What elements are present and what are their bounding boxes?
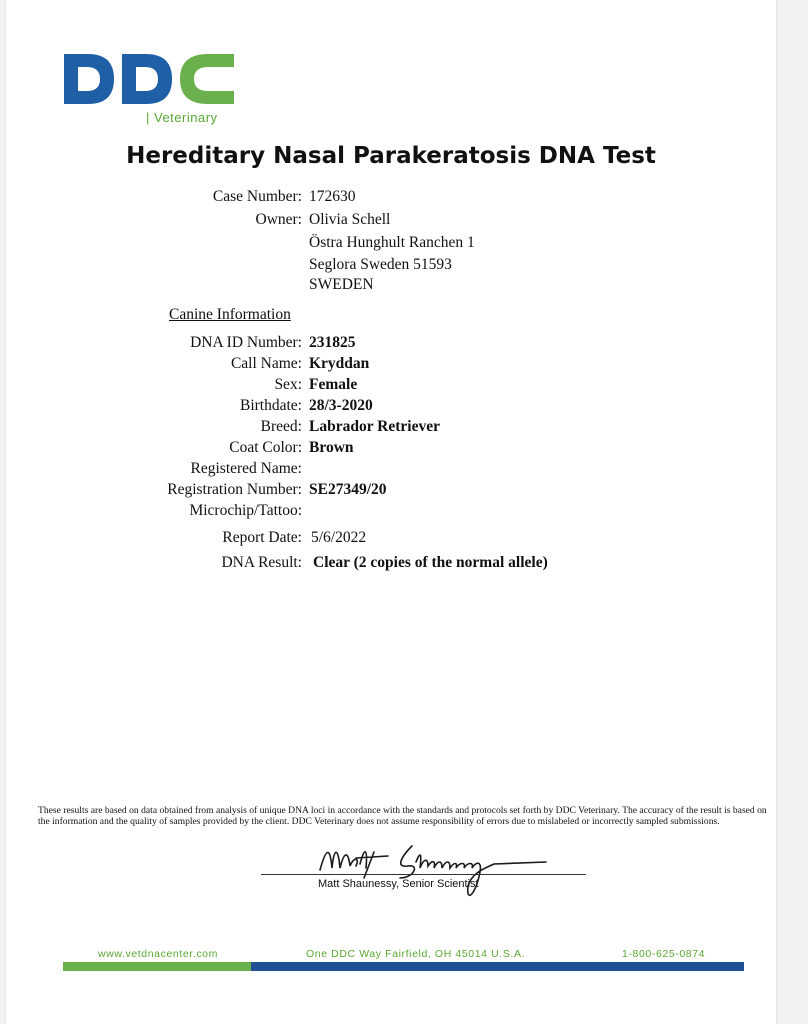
canine-label: Sex: [274, 376, 302, 393]
disclaimer-text: These results are based on data obtained from analysis of unique DNA loci in accordance with the standards and protocols set forth by DDC Veterinary. The accuracy of the result is based on the information and the quality of samples provided by the client. DDC Veterinary does not assume responsibility of errors due to mislabeled or incorrectly sampled submissions. [38, 805, 767, 827]
footer-website: www.vetdnacenter.com [98, 948, 218, 960]
canine-label: Microchip/Tattoo: [189, 502, 302, 519]
canine-label: Call Name: [230, 355, 302, 372]
footer-address: One DDC Way Fairfield, OH 45014 U.S.A. [306, 948, 526, 960]
dna-result-label: DNA Result: [221, 554, 302, 571]
registration-number-value: SE27349/20 [309, 481, 387, 498]
dna-id-value: 231825 [309, 334, 356, 351]
canine-label: Coat Color: [229, 439, 302, 456]
signature-line [261, 874, 586, 875]
certificate-page [6, 0, 776, 1024]
sex-value: Female [309, 376, 358, 393]
canine-label: Breed: [260, 418, 302, 435]
report-date-value: 5/6/2022 [311, 529, 367, 546]
birthdate-value: 28/3-2020 [309, 397, 373, 414]
footer-bar-green [63, 962, 251, 971]
owner-address-line-1: Östra Hunghult Ranchen 1 [309, 234, 475, 251]
call-name-value: Kryddan [309, 355, 370, 372]
footer-bar-blue [251, 962, 744, 971]
canine-information-heading: Canine Information [169, 306, 291, 323]
coat-color-value: Brown [309, 439, 354, 456]
page-title: Hereditary Nasal Parakeratosis DNA Test [126, 143, 656, 169]
handwritten-signature [316, 838, 556, 908]
signer-name: Matt Shaunessy, Senior Scientist [318, 878, 479, 890]
dna-result-value: Clear (2 copies of the normal allele) [313, 554, 548, 571]
footer-phone: 1-800-625-0874 [622, 948, 706, 960]
case-number-value: 172630 [309, 188, 356, 205]
owner-country: SWEDEN [309, 276, 374, 293]
breed-value: Labrador Retriever [309, 418, 440, 435]
owner-name: Olivia Schell [309, 211, 391, 228]
report-date-label: Report Date: [222, 529, 302, 546]
case-number-label: Case Number: [212, 188, 302, 205]
canine-label: Registration Number: [167, 481, 302, 498]
canine-label: Registered Name: [190, 460, 302, 477]
owner-address-line-2: Seglora Sweden 51593 [309, 256, 452, 273]
canine-label: DNA ID Number: [190, 334, 302, 351]
owner-label: Owner: [255, 211, 302, 228]
canine-label: Birthdate: [240, 397, 302, 414]
logo-subtitle: | Veterinary [146, 110, 218, 125]
